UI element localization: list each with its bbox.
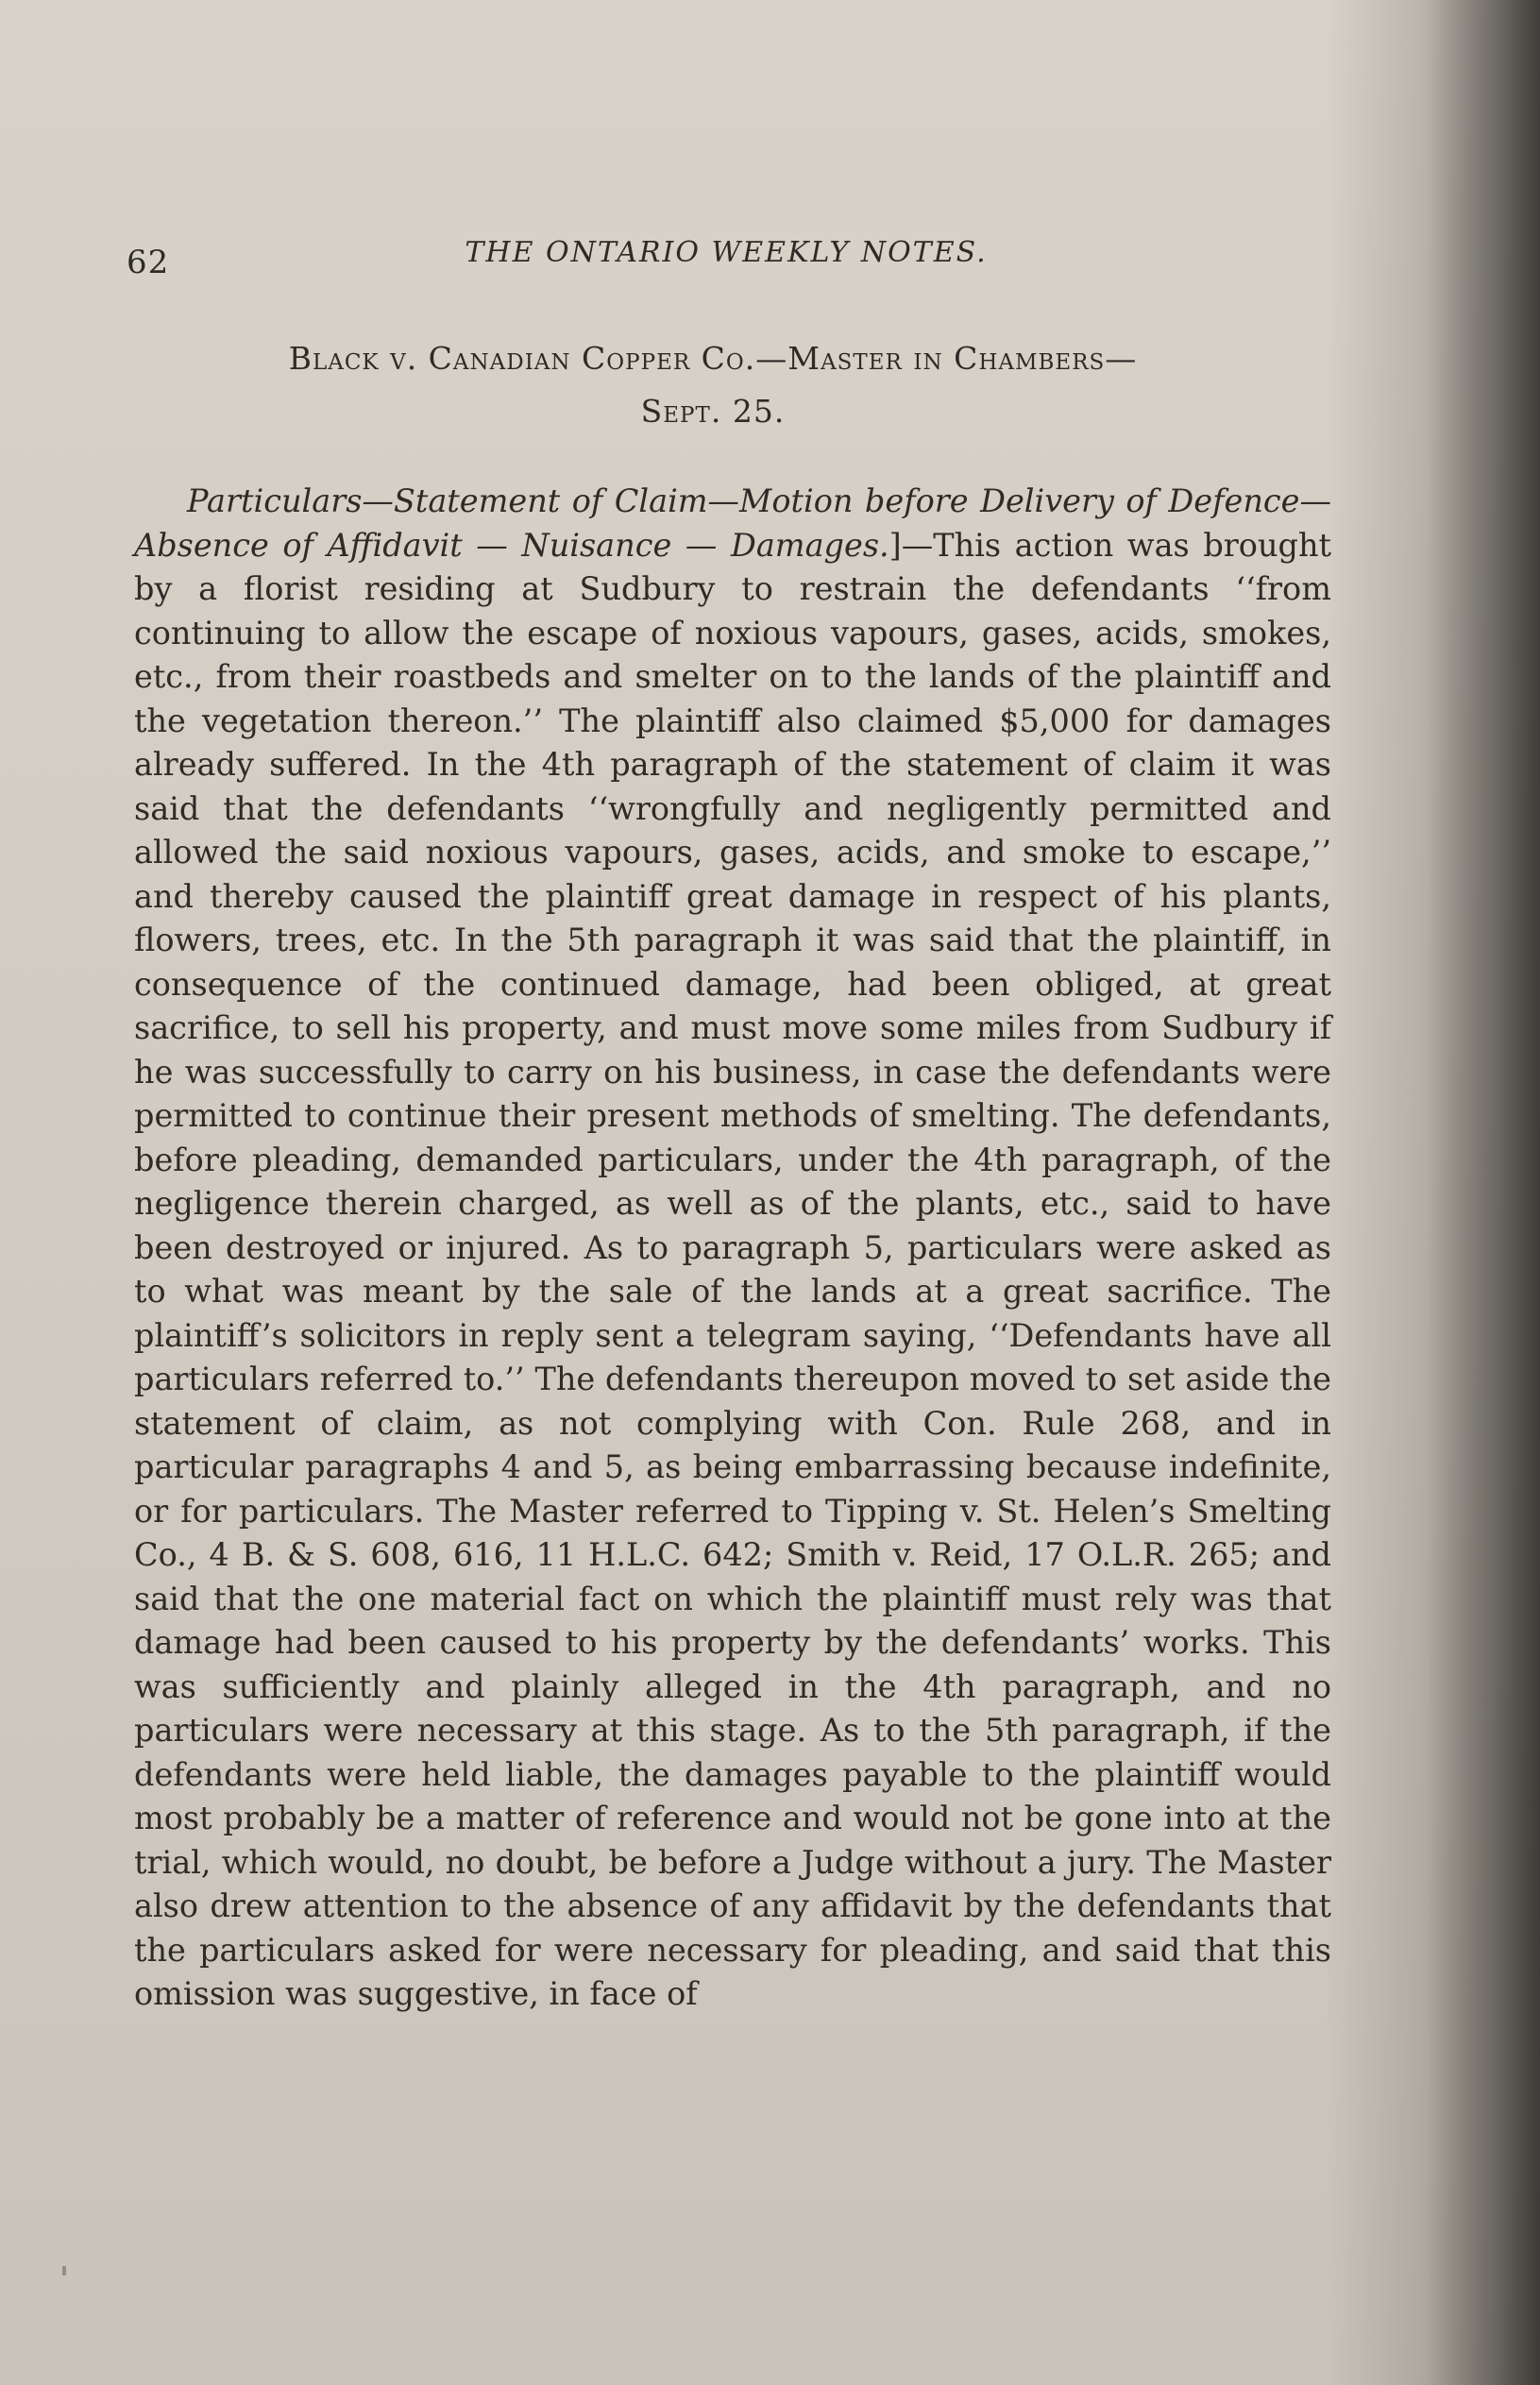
report-text: ]—This action was brought by a florist residing at Sudbury to restrain the defendants ‘‘from continuing to allow the escape of noxious vapours, gases, acids, smokes, etc., from their roastbeds and smelter on to the lands of the plaintiff and the vegetation thereon.’’ The plaintiff also claimed $5,000 for damages already suffered. In the 4th paragraph of the statement of claim it was said that the defendants ‘‘wrongfully and negligently permitted and allowed the said noxious vapours, gases, acids, and smoke to escape,’’ and thereby caused the plaintiff great damage in respect of his plants, flowers, trees, etc. In the 5th paragraph it was said that the plaintiff, in consequence of the continued damage, had been obliged, at great sacrifice, to sell his property, and must move some miles from Sudbury if he was successfully to carry on his business, in case the defendants were permitted to continue their present methods of smelting. The defendants, before pleading, demanded particulars, under the 4th paragraph, of the negligence therein charged, as well as of the plants, etc., said to have been destroyed or injured. As to paragraph 5, particulars were asked as to what was meant by the sale of the lands at a great sacrifice. The plaintiff’s solicitors in reply sent a telegram saying, ‘‘Defendants have all particulars referred to.’’ The defendants thereupon moved to set aside the statement of claim, as not complying with Con. Rule 268, and in particular paragraphs 4 and 5, as being embarrassing because indefinite, or for particulars. The Master referred to Tipping v. St. Helen’s Smelting Co., 4 B. & S. 608, 616, 11 H.L.C. 642; Smith v. Reid, 17 O.L.R. 265; and said that the one material fact on which the plaintiff must rely was that damage had been caused to his property by the defendants’ works. This was sufficiently and plainly alleged in the 4th paragraph, and no particulars were necessary at this stage. As to the 5th paragraph, if the defendants were held liable, the damages payable to the plaintiff would most probably be a matter of reference and would not be gone into at the trial, which would, no doubt, be before a Judge without a jury. The Master also drew attention to the absence of any affidavit by the defendants that the particulars asked for were necessary for pleading, and said that this omission was suggestive, in face of [134,526,1331,2012]
headnote: Particulars—Statement of Claim—Motion before Delivery of Defence—Absence of Affidavit — Nuisance — Damages. [134,482,1331,564]
case-title-line-2: Sept. 25. [640,393,786,430]
case-report-paragraph [134,480,1331,2017]
page-mark [62,2266,66,2275]
case-title [132,332,1294,438]
page-header [127,236,1288,283]
spine-shadow [1427,0,1540,2385]
page-number: 62 [127,244,170,281]
running-head: THE ONTARIO WEEKLY NOTES. [465,236,988,269]
case-title-line-1: Black v. Canadian Copper Co.—Master in Chambers— [288,340,1138,377]
